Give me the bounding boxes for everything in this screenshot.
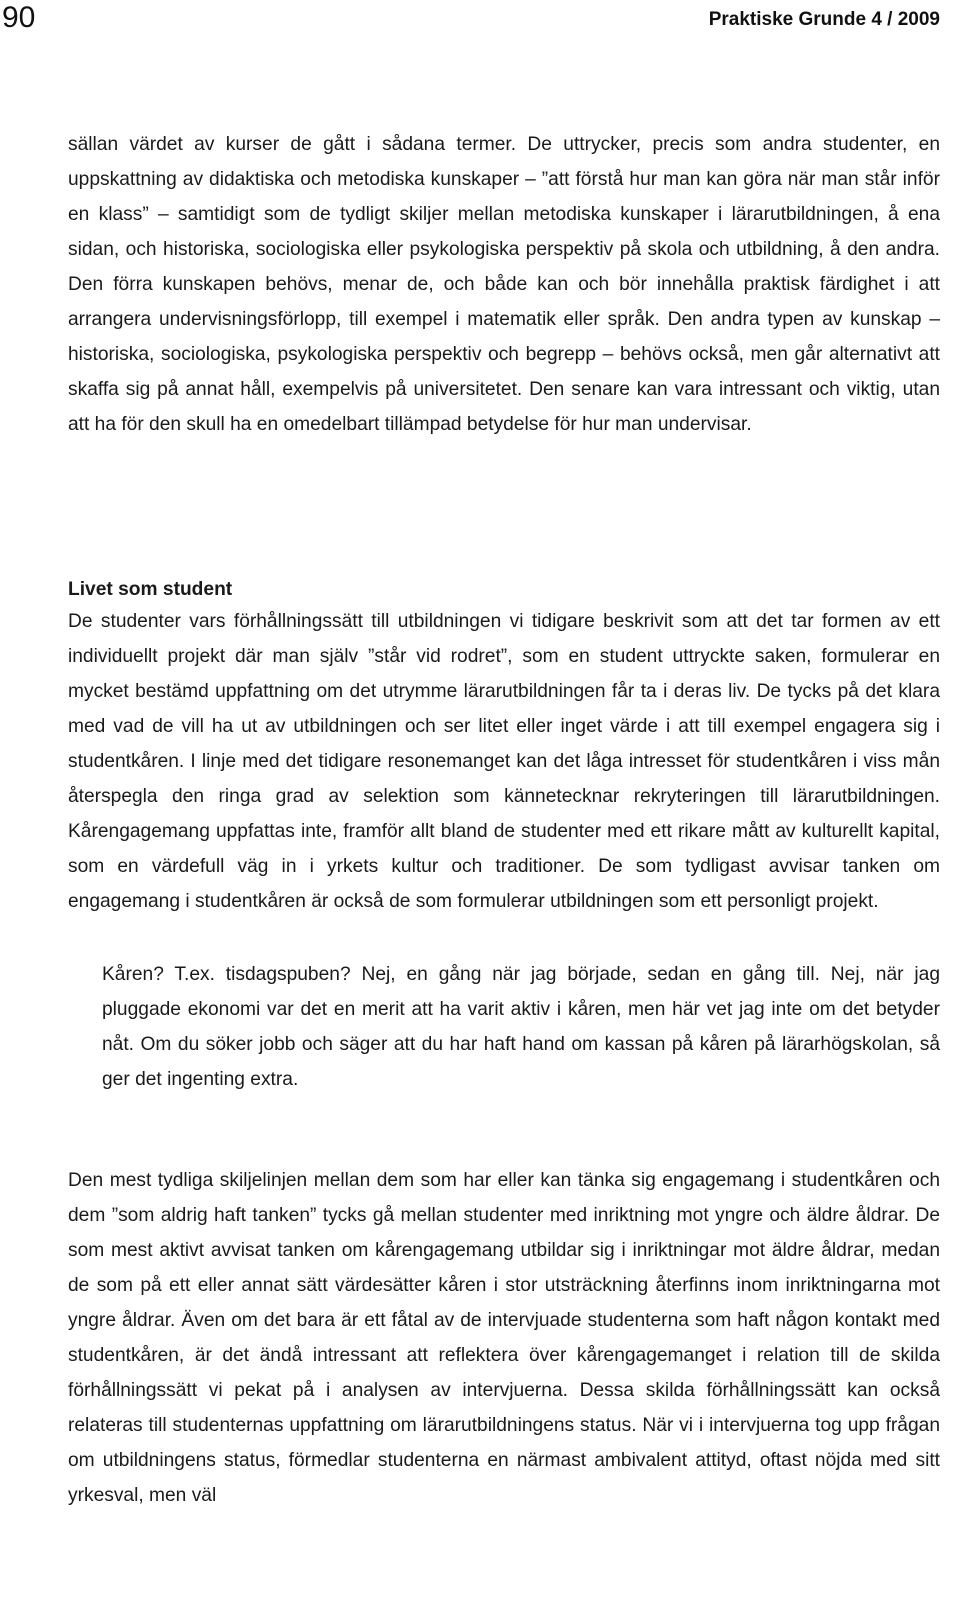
body-paragraph-2: De studenter vars förhållningssätt till utbildningen vi tidigare beskrivit som att det tar formen av ett individuellt projekt där man själv ”står vid rodret”, som en student uttryckte saken, formulerar en mycket bestämd uppfattning om det utrymme lärarutbildningen får ta i deras liv. De tycks på det klara med vad de vill ha ut av utbildningen och ser litet eller inget värde i att till exempel engagera sig i studentkåren. I linje med det tidigare resonemanget kan det låga intresset för studentkåren i viss mån återspegla den ringa grad av selektion som kännetecknar rekryteringen till lärarutbildningen. Kårengagemang uppfattas inte, framför allt bland de studenter med ett rikare mått av kulturellt kapital, som en värdefull väg in i yrkets kultur och traditioner. De som tydligast avvisar tanken om engagemang i studentkåren är också de som formulerar utbildningen som ett personligt projekt. — [68, 611, 940, 912]
body-paragraph-1: sällan värdet av kurser de gått i sådana termer. De uttrycker, precis som andra studenter, en uppskattning av didaktiska och metodiska kunskaper – ”att förstå hur man kan göra när man står inför en klass” – samtidigt som de tydligt skiljer mellan metodiska kunskaper i lärarutbildningen, å ena sidan, och historiska, sociologiska eller psykologiska perspektiv på skola och utbildning, å den andra. Den förra kunskapen behövs, menar de, och både kan och bör innehålla praktisk färdighet i att arrangera undervisningsförlopp, till exempel i matematik eller språk. Den andra typen av kunskap – historiska, sociologiska, psykologiska perspektiv och begrepp – behövs också, men går alternativt att skaffa sig på annat håll, exempelvis på universitetet. Den senare kan vara intressant och viktig, utan att ha för den skull ha en omedelbart tillämpad betydelse för hur man undervisar. — [68, 134, 940, 435]
section-heading: Livet som student — [68, 579, 233, 600]
body-paragraph-3: Den mest tydliga skiljelinjen mellan dem som har eller kan tänka sig engagemang i studentkåren och dem ”som aldrig haft tanken” tycks gå mellan studenter med inriktning mot yngre och äldre åldrar. De som mest aktivt avvisat tanken om kårengagemang utbildar sig i inriktningar mot äldre åldrar, medan de som på ett eller annat sätt värdesätter kåren i stor utsträckning återfinns inom inriktningarna mot yngre åldrar. Även om det bara är ett fåtal av de intervjuade studenterna som haft någon kontakt med studentkåren, är det ändå intressant att reflektera över kårengagemanget i relation till de skilda förhållningssätt vi pekat på i analysen av intervjuerna. Dessa skilda förhållningssätt kan också relateras till studenternas uppfattning om lärarutbildningens status. När vi i intervjuerna tog upp frågan om utbildningens status, förmedlar studenterna en närmast ambivalent attityd, oftast nöjda med sitt yrkesval, men väl — [68, 1170, 940, 1506]
interview-quote: Kåren? T.ex. tisdagspuben? Nej, en gång när jag började, sedan en gång till. Nej, när jag pluggade ekonomi var det en merit att ha varit aktiv i kåren, men här vet jag inte om det betyder nåt. Om du söker jobb och säger att du har haft hand om kassan på kåren på lärarhögskolan, så ger det ingenting extra. — [102, 964, 940, 1090]
page-number: 90 — [2, 1, 36, 34]
running-head: Praktiske Grunde 4 / 2009 — [708, 9, 940, 30]
